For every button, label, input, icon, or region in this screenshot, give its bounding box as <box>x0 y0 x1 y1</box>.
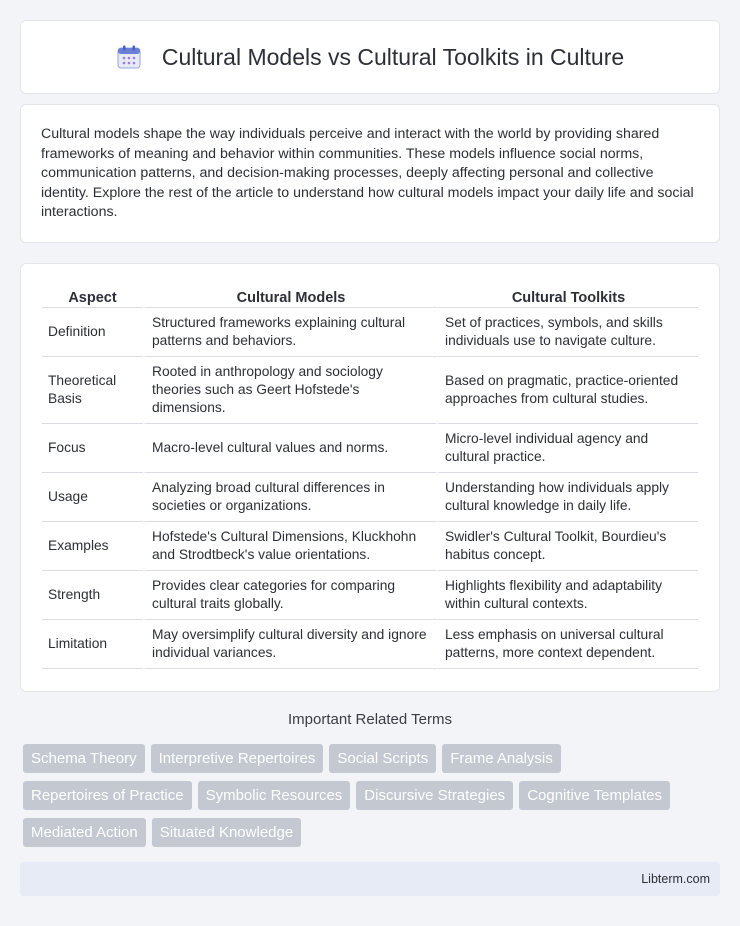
cell-models: Hofstede's Cultural Dimensions, Kluckhohn and Strodtbeck's value orientations. <box>143 522 436 571</box>
table-row <box>42 522 698 571</box>
tag-symbolic-resources[interactable]: Symbolic Resources <box>198 781 351 810</box>
cell-aspect: Focus <box>42 424 143 473</box>
calendar-icon <box>116 44 142 70</box>
footer <box>20 862 720 896</box>
footer-site-link[interactable]: Libterm.com <box>641 872 710 886</box>
cell-toolkits: Swidler's Cultural Toolkit, Bourdieu's habitus concept. <box>436 522 698 571</box>
table-row <box>42 571 698 620</box>
header-card <box>20 20 720 94</box>
table-row <box>42 308 698 357</box>
tag-social-scripts[interactable]: Social Scripts <box>329 744 436 773</box>
tag-mediated-action[interactable]: Mediated Action <box>23 818 146 847</box>
tag-row <box>23 744 723 773</box>
comparison-table-card <box>20 263 720 692</box>
cell-toolkits: Based on pragmatic, practice-oriented approaches from cultural studies. <box>436 357 698 424</box>
tag-interpretive-repertoires[interactable]: Interpretive Repertoires <box>151 744 324 773</box>
cell-aspect: Definition <box>42 308 143 357</box>
header-cultural-toolkits: Cultural Toolkits <box>436 284 698 308</box>
cell-models: Structured frameworks explaining cultural patterns and behaviors. <box>143 308 436 357</box>
cell-models: Macro-level cultural values and norms. <box>143 424 436 473</box>
table-row <box>42 357 698 424</box>
related-terms-title: Important Related Terms <box>288 711 452 728</box>
cell-models: Rooted in anthropology and sociology theories such as Geert Hofstede's dimensions. <box>143 357 436 424</box>
cell-aspect: Usage <box>42 473 143 522</box>
cell-models: Provides clear categories for comparing cultural traits globally. <box>143 571 436 620</box>
comparison-table <box>42 284 698 669</box>
cell-toolkits: Less emphasis on universal cultural patterns, more context dependent. <box>436 620 698 669</box>
tag-repertoires-of-practice[interactable]: Repertoires of Practice <box>23 781 192 810</box>
header-cultural-models: Cultural Models <box>143 284 436 308</box>
intro-paragraph: Cultural models shape the way individuals perceive and interact with the world by providing shared frameworks of meaning and behavior within communities. These models influence social norms, communication patterns, and decision-making processes, deeply affecting personal and collective identity. Explore the rest of the article to understand how cultural models impact your daily life and social interactions. <box>41 126 694 220</box>
intro-card <box>20 104 720 243</box>
tag-situated-knowledge[interactable]: Situated Knowledge <box>152 818 301 847</box>
tag-cognitive-templates[interactable]: Cognitive Templates <box>519 781 670 810</box>
tag-discursive-strategies[interactable]: Discursive Strategies <box>356 781 513 810</box>
cell-toolkits: Understanding how individuals apply cultural knowledge in daily life. <box>436 473 698 522</box>
cell-models: Analyzing broad cultural differences in societies or organizations. <box>143 473 436 522</box>
tag-schema-theory[interactable]: Schema Theory <box>23 744 145 773</box>
cell-aspect: Strength <box>42 571 143 620</box>
cell-toolkits: Highlights flexibility and adaptability within cultural contexts. <box>436 571 698 620</box>
tag-frame-analysis[interactable]: Frame Analysis <box>442 744 561 773</box>
cell-toolkits: Set of practices, symbols, and skills individuals use to navigate culture. <box>436 308 698 357</box>
tag-row <box>23 818 723 847</box>
table-row <box>42 424 698 473</box>
related-terms-list <box>23 744 723 855</box>
cell-models: May oversimplify cultural diversity and ignore individual variances. <box>143 620 436 669</box>
table-row <box>42 473 698 522</box>
tag-row <box>23 781 723 810</box>
cell-aspect: Limitation <box>42 620 143 669</box>
cell-toolkits: Micro-level individual agency and cultural practice. <box>436 424 698 473</box>
page-title: Cultural Models vs Cultural Toolkits in Culture <box>161 43 625 70</box>
header-aspect: Aspect <box>42 284 143 308</box>
table-row <box>42 620 698 669</box>
cell-aspect: Theoretical Basis <box>42 357 143 424</box>
cell-aspect: Examples <box>42 522 143 571</box>
